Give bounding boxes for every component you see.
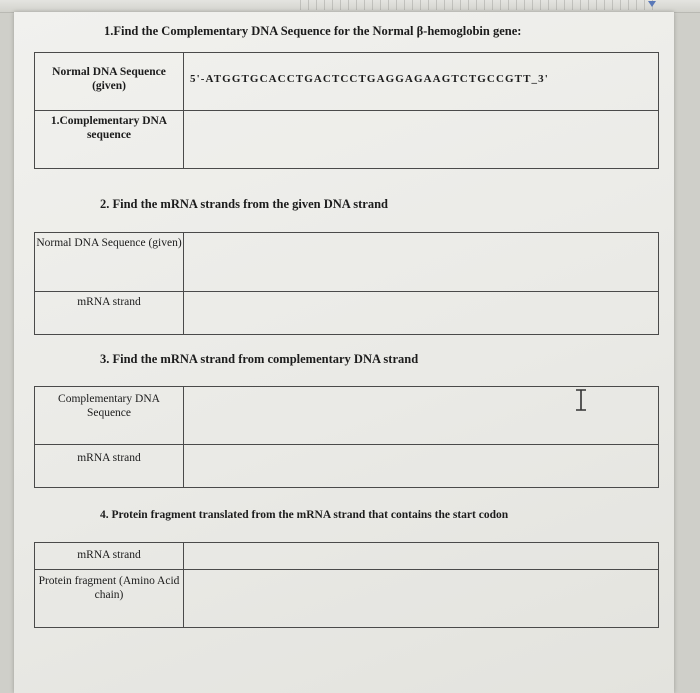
normal-dna-answer[interactable] bbox=[184, 233, 659, 292]
normal-dna-sequence[interactable]: 5'-ATGGTGCACCTGACTCCTGAGGAGAAGTCTGCCGTT_3' bbox=[184, 53, 659, 111]
table-row bbox=[35, 233, 659, 292]
section3-heading: 3. Find the mRNA strand from complementary DNA strand bbox=[100, 352, 419, 366]
section4-heading: 4. Protein fragment translated from the mRNA strand that contains the start codon bbox=[100, 509, 509, 521]
indent-marker-icon[interactable] bbox=[648, 1, 656, 7]
table-row bbox=[35, 53, 659, 111]
text-cursor-icon bbox=[574, 389, 588, 411]
ruler bbox=[300, 0, 660, 10]
complementary-dna-label-3: Complementary DNA Sequence bbox=[35, 387, 184, 445]
mrna-strand-label-3: mRNA strand bbox=[35, 445, 184, 488]
mrna-strand-answer-3[interactable] bbox=[184, 445, 659, 488]
protein-fragment-label: Protein fragment (Amino Acid chain) bbox=[35, 570, 184, 628]
normal-dna-label: Normal DNA Sequence (given) bbox=[35, 53, 184, 111]
complementary-dna-label: 1.Complementary DNA sequence bbox=[35, 111, 184, 169]
section1-heading: 1.Find the Complementary DNA Sequence for the Normal β-hemoglobin gene: bbox=[104, 24, 522, 38]
protein-fragment-answer[interactable] bbox=[184, 570, 659, 628]
section1-table bbox=[34, 52, 659, 169]
section2-table bbox=[34, 232, 659, 335]
section4-table bbox=[34, 542, 659, 628]
table-row bbox=[35, 570, 659, 628]
section3-table bbox=[34, 386, 659, 488]
table-row bbox=[35, 387, 659, 445]
document-page bbox=[14, 12, 674, 693]
mrna-strand-answer[interactable] bbox=[184, 292, 659, 335]
complementary-dna-answer[interactable] bbox=[184, 111, 659, 169]
table-row bbox=[35, 445, 659, 488]
section2-heading: 2. Find the mRNA strands from the given DNA strand bbox=[100, 197, 388, 211]
mrna-strand-label-4: mRNA strand bbox=[35, 543, 184, 570]
table-row bbox=[35, 111, 659, 169]
table-row bbox=[35, 543, 659, 570]
mrna-strand-answer-4[interactable] bbox=[184, 543, 659, 570]
mrna-strand-label: mRNA strand bbox=[35, 292, 184, 335]
normal-dna-label-2: Normal DNA Sequence (given) bbox=[35, 233, 184, 292]
table-row bbox=[35, 292, 659, 335]
